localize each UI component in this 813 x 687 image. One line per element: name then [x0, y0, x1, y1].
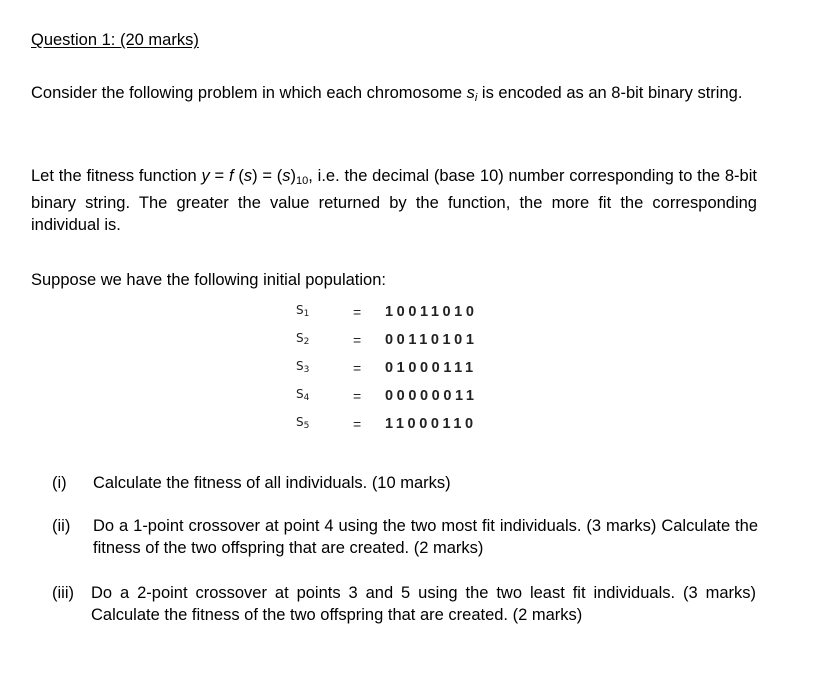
sub-question-3 [52, 582, 758, 626]
population-row [295, 354, 479, 382]
sub-question-text: Do a 1-point crossover at point 4 using the two most fit individuals. (3 marks) Calculate the fitness of the two offspring that are created. (2 marks) [93, 517, 758, 557]
population-row [295, 410, 479, 438]
chromosome-subscript: i [474, 92, 478, 104]
chromosome-label: S4 [296, 387, 310, 403]
chromosome-label: S2 [296, 331, 310, 347]
sub-question-2 [52, 515, 758, 559]
chromosome-label: S1 [296, 303, 310, 319]
fitness-paragraph [31, 165, 757, 236]
chromosome-label: S5 [296, 415, 310, 431]
sub-question-number: (i) [52, 474, 67, 492]
question-heading: Question 1: (20 marks) [31, 31, 199, 49]
chromosome-symbol: s [466, 84, 475, 102]
fitness-eq1: = [209, 167, 229, 185]
fitness-s2: s [282, 167, 291, 185]
chromosome-value: 00110101 [385, 332, 478, 348]
equals-sign: = [353, 360, 362, 376]
sub-question-number: (iii) [52, 584, 74, 602]
equals-sign: = [353, 416, 362, 432]
intro-text-before: Consider the following problem in which each chromosome [31, 84, 467, 102]
equals-sign: = [353, 332, 362, 348]
fitness-suffix: , i.e. the decimal (base 10) number corresponding to the 8-bit binary string. The greater the value returned by the function, the more fit the corresponding individual is. [31, 167, 757, 234]
intro-text-after: is encoded as an 8-bit binary string. [477, 84, 743, 102]
sub-question-text: Calculate the fitness of all individuals. (10 marks) [93, 474, 451, 492]
sub-question-number: (ii) [52, 517, 71, 535]
intro-paragraph [31, 82, 757, 109]
fitness-close2: ) [290, 167, 297, 185]
sub-question-1 [52, 472, 758, 494]
fitness-base: 10 [296, 175, 309, 187]
fitness-prefix: Let the fitness function [31, 167, 202, 185]
fitness-s1: s [243, 167, 253, 185]
population-row [295, 382, 479, 410]
population-row [295, 326, 479, 354]
fitness-close1: ) = ( [252, 167, 283, 185]
chromosome-value: 01000111 [385, 360, 477, 376]
population-table [295, 298, 479, 438]
chromosome-value: 11000110 [385, 416, 477, 432]
sub-question-text: Do a 2-point crossover at points 3 and 5 using the two least fit individuals. (3 marks) Calculate the fitness of the two offspring that are created. (2 marks) [91, 584, 756, 624]
equals-sign: = [353, 304, 362, 320]
population-row [295, 298, 479, 326]
fitness-f: f [228, 167, 234, 185]
chromosome-value: 00000011 [385, 388, 478, 404]
fitness-y: y [201, 167, 210, 185]
population-intro: Suppose we have the following initial population: [31, 271, 386, 289]
equals-sign: = [353, 388, 362, 404]
chromosome-value: 10011010 [385, 304, 478, 320]
chromosome-label: S3 [296, 359, 310, 375]
fitness-args: ( [233, 167, 244, 185]
